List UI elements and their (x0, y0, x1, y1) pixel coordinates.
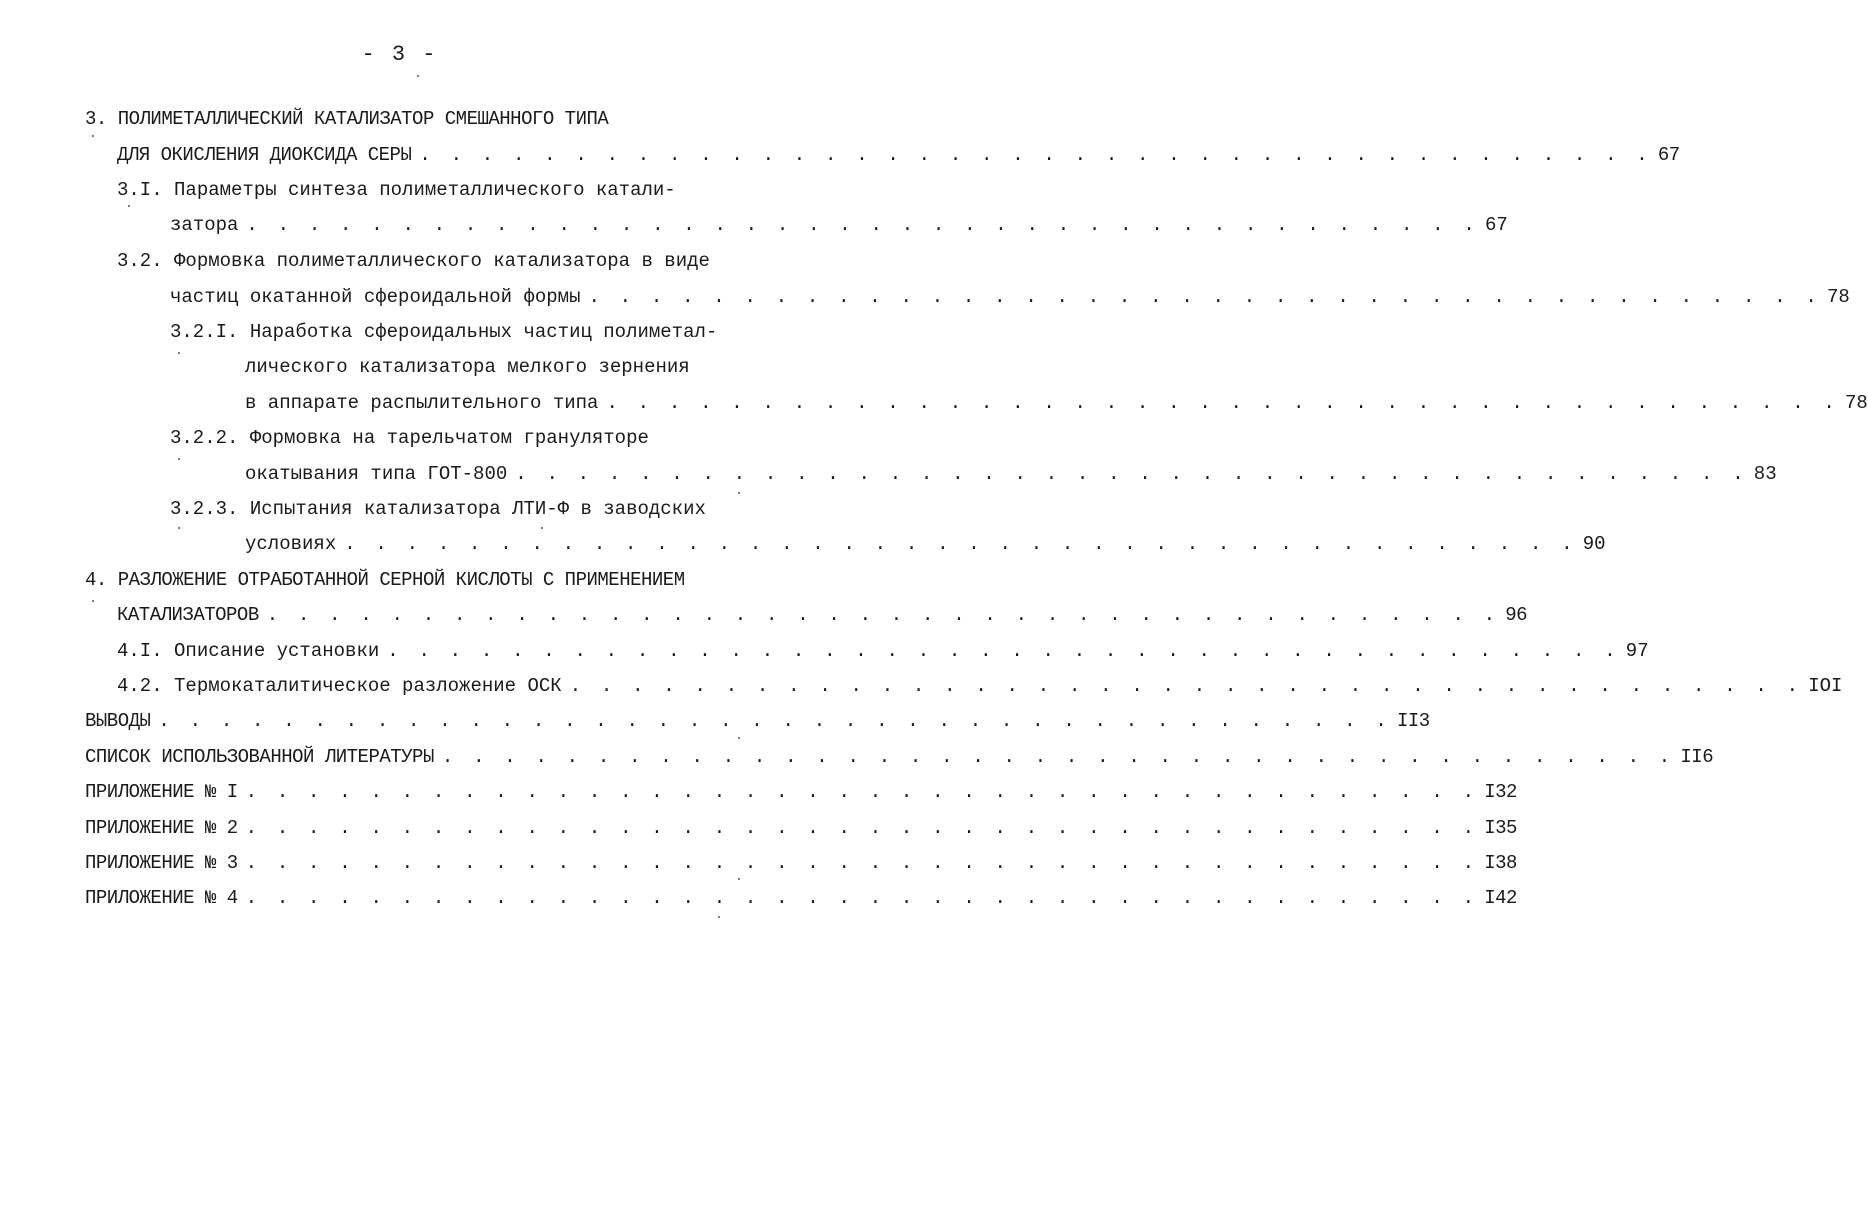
dot-leader: . . . . . . . . . . . . . . . . . . . . . . . . . . . . . . . . . . . . . . . . (606, 392, 1840, 414)
dot-leader: . . . . . . . . . . . . . . . . . . . . . . . . . . . . . . . . . . . . . . . . (344, 533, 1577, 555)
toc-page-number: I32 (1484, 781, 1517, 803)
toc-entry-s3-2 (170, 284, 1850, 310)
toc-entry-text: ПРИЛОЖЕНИЕ № 4 (85, 887, 238, 909)
scan-speck (541, 527, 543, 529)
toc-entry-references (85, 744, 1714, 770)
scan-speck (417, 75, 419, 77)
toc-page-number: 78 (1845, 392, 1868, 414)
toc-entry-ch3-line1: 3. ПОЛИМЕТАЛЛИЧЕСКИЙ КАТАЛИЗАТОР СМЕШАННОГО ТИПА (85, 108, 609, 130)
toc-entry-s3-2-2 (245, 461, 1777, 487)
dot-leader: . . . . . . . . . . . . . . . . . . . . . . . . . . . . . . . . . . . . . . . . (245, 781, 1479, 803)
toc-entry-text: частиц окатанной сфероидальной формы (170, 286, 581, 308)
toc-page-number: I38 (1484, 852, 1517, 874)
toc-page-number: 97 (1625, 640, 1649, 662)
toc-page-number: I35 (1484, 817, 1517, 839)
toc-page-number: 67 (1657, 144, 1680, 166)
toc-entry-s3-2-1 (245, 390, 1868, 416)
dot-leader: . . . . . . . . . . . . . . . . . . . . . . . . . . . . . . . . . . . . . . . . (158, 710, 1391, 732)
scan-speck (178, 458, 180, 460)
dot-leader: . . . . . . . . . . . . . . . . . . . . . . . . . . . . . . . . . . . . . . . . (246, 214, 1479, 236)
toc-entry-s3-2-3 (245, 531, 1606, 557)
toc-entry-ch4 (117, 602, 1528, 628)
toc-entry-appendix-3 (85, 850, 1517, 876)
toc-entry-s4-1 (117, 638, 1649, 664)
toc-entry-text: условиях (245, 533, 337, 555)
toc-entry-s3-1 (170, 212, 1508, 238)
scan-speck (178, 527, 180, 529)
dot-leader: . . . . . . . . . . . . . . . . . . . . . . . . . . . . . . . . . . . . . . . . (515, 463, 1748, 485)
scan-speck (92, 135, 94, 137)
toc-page-number: I42 (1484, 887, 1517, 909)
toc-page-number: II3 (1396, 710, 1430, 732)
toc-entry-text: 4.I. Описание установки (117, 640, 380, 662)
scan-speck (92, 600, 94, 602)
dot-leader: . . . . . . . . . . . . . . . . . . . . . . . . . . . . . . . . . . . . . . . . (588, 286, 1822, 308)
dot-leader: . . . . . . . . . . . . . . . . . . . . . . . . . . . . . . . . . . . . . . . . (245, 817, 1479, 839)
toc-entry-ch3 (117, 142, 1680, 168)
toc-page-number: IOI (1808, 675, 1843, 697)
toc-entry-s3-2-3-line1: 3.2.3. Испытания катализатора ЛТИ-Ф в заводских (170, 498, 706, 520)
scan-speck (128, 205, 130, 207)
dot-leader: . . . . . . . . . . . . . . . . . . . . . . . . . . . . . . . . . . . . . . . . (266, 604, 1500, 626)
scan-speck (718, 916, 720, 918)
toc-entry-conclusions (85, 708, 1430, 734)
toc-entry-text: ДЛЯ ОКИСЛЕНИЯ ДИОКСИДА СЕРЫ (117, 144, 412, 166)
toc-entry-text: 4.2. Термокаталитическое разложение ОСК (117, 675, 562, 697)
toc-page-number: 67 (1484, 214, 1508, 236)
toc-entry-text: ПРИЛОЖЕНИЕ № 3 (85, 852, 238, 874)
dot-leader: . . . . . . . . . . . . . . . . . . . . . . . . . . . . . . . . . . . . . . . . (419, 144, 1652, 166)
dot-leader: . . . . . . . . . . . . . . . . . . . . . . . . . . . . . . . . . . . . . . . . (569, 675, 1803, 697)
toc-entry-s3-2-1-line1: 3.2.I. Наработка сфероидальных частиц полиметал- (170, 321, 718, 343)
toc-page-number: 96 (1505, 604, 1528, 626)
toc-entry-text: в аппарате распылительного типа (245, 392, 599, 414)
toc-entry-text: ВЫВОДЫ (85, 710, 151, 732)
toc-page-number: 78 (1827, 286, 1850, 308)
dot-leader: . . . . . . . . . . . . . . . . . . . . . . . . . . . . . . . . . . . . . . . . (441, 746, 1675, 768)
toc-entry-appendix-4 (85, 885, 1517, 911)
toc-page-number: II6 (1680, 746, 1714, 768)
page-number: - 3 - (361, 42, 438, 67)
toc-entry-text: ПРИЛОЖЕНИЕ № 2 (85, 817, 238, 839)
toc-entry-appendix-1 (85, 779, 1517, 805)
toc-entry-s3-2-2-line1: 3.2.2. Формовка на тарельчатом грануляторе (170, 427, 649, 449)
toc-entry-s3-1-line1: 3.I. Параметры синтеза полиметаллического катали- (117, 179, 676, 201)
toc-entry-text: затора (170, 214, 239, 236)
toc-entry-s3-2-line1: 3.2. Формовка полиметаллического катализатора в виде (117, 250, 710, 272)
toc-entry-text: СПИСОК ИСПОЛЬЗОВАННОЙ ЛИТЕРАТУРЫ (85, 746, 434, 768)
scan-speck (178, 352, 180, 354)
scan-speck (738, 878, 740, 880)
toc-entry-text: окатывания типа ГОТ-800 (245, 463, 508, 485)
dot-leader: . . . . . . . . . . . . . . . . . . . . . . . . . . . . . . . . . . . . . . . . (387, 640, 1620, 662)
scan-speck (738, 737, 740, 739)
toc-entry-s4-2 (117, 673, 1843, 699)
toc-entry-appendix-2 (85, 815, 1517, 841)
scan-speck (738, 492, 740, 494)
toc-page-number: 90 (1582, 533, 1606, 555)
toc-page-number: 83 (1753, 463, 1777, 485)
toc-entry-text: ПРИЛОЖЕНИЕ № I (85, 781, 238, 803)
toc-entry-ch4-line1: 4. РАЗЛОЖЕНИЕ ОТРАБОТАННОЙ СЕРНОЙ КИСЛОТЫ С ПРИМЕНЕНИЕМ (85, 569, 685, 591)
toc-entry-s3-2-1-line2: лического катализатора мелкого зернения (245, 356, 690, 378)
toc-entry-text: КАТАЛИЗАТОРОВ (117, 604, 259, 626)
dot-leader: . . . . . . . . . . . . . . . . . . . . . . . . . . . . . . . . . . . . . . . . (245, 887, 1479, 909)
dot-leader: . . . . . . . . . . . . . . . . . . . . . . . . . . . . . . . . . . . . . . . . (245, 852, 1479, 874)
